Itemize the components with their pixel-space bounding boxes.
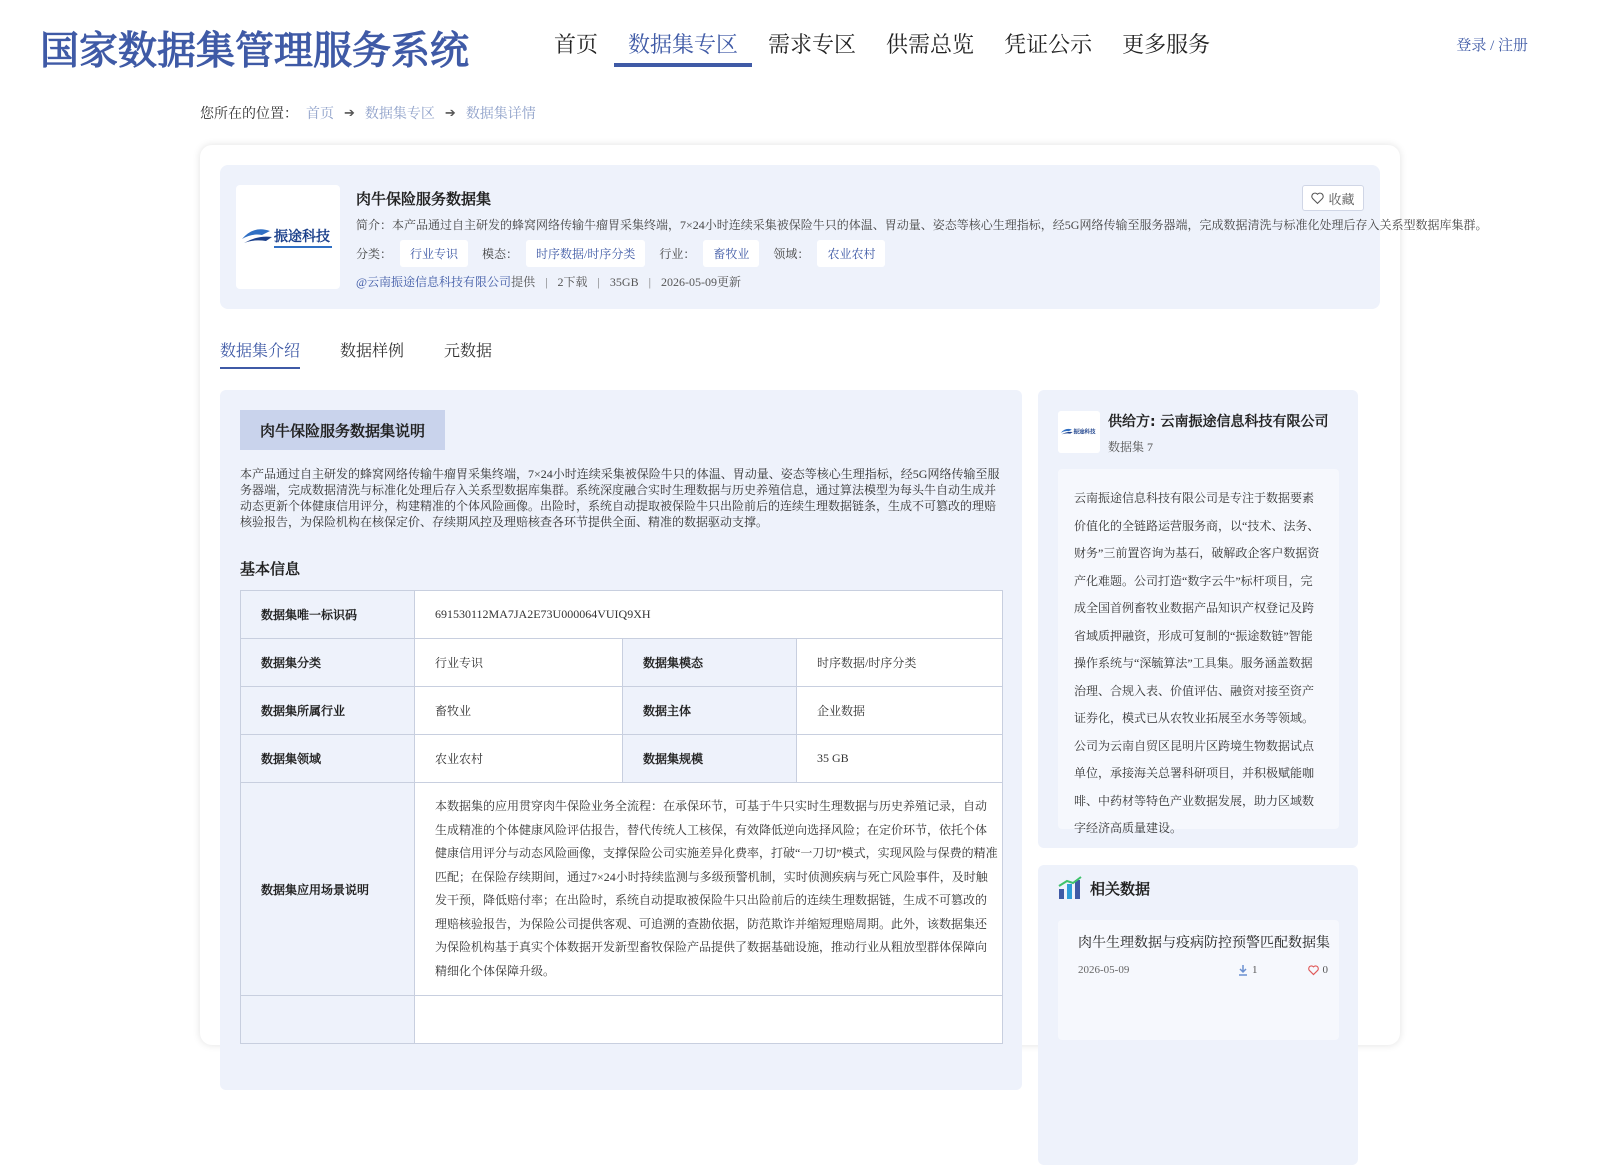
table-row [241,591,1003,639]
basic-info-table [240,590,1003,1044]
tab-data-sample[interactable]: 数据样例 [340,341,405,360]
tag-category[interactable]: 行业专识 [400,240,468,267]
tag-industry[interactable]: 畜牧业 [703,240,759,267]
tag-label-domain: 领域： [773,247,810,261]
tag-label-modality: 模态： [482,247,519,261]
list-item[interactable] [1058,920,1339,1040]
provider-logo [236,185,340,289]
nav-demand-zone[interactable]: 需求专区 [768,33,857,58]
svg-text:振途科技: 振途科技 [1073,429,1096,436]
heart-icon [1308,965,1319,975]
download-icon [1238,965,1248,976]
intro-text: 本产品通过自主研发的蜂窝网络传输牛瘤胃采集终端，7×24小时连续采集被保险牛只的体温、胃动量、姿态等核心生理指标，经5G网络传输至服务器端，完成数据清洗与标准化处理后存入关系型数据库集群。系统深度融合实时生理数据与历史养殖信息，通过算法模型为每头牛自动生成并动态更新个体健康信用评分，构建精准的个体风险画像。出险时，系统自动提取被保险牛只出险前后的连续生理数据链条，生成不可篡改的理赔核验报告，为保险机构在核保定价、存续期风控及理赔核查各环节提供全面、精准的数据驱动支撑。 [240,467,1000,529]
table-row [241,783,1003,996]
table-row [241,687,1003,735]
dataset-tags [356,240,899,267]
nav-certificate[interactable]: 凭证公示 [1004,33,1093,58]
nav-home[interactable]: 首页 [554,33,599,58]
supplier-dataset-count: 数据集 7 [1108,440,1154,454]
related-title: 相关数据 [1090,879,1151,898]
tag-domain[interactable]: 农业农村 [817,240,885,267]
breadcrumb-dataset-detail: 数据集详情 [465,107,536,122]
intro-section-title: 肉牛保险服务数据集说明 [240,410,445,450]
dataset-size: 35GB [609,275,639,289]
logo-icon [240,217,336,257]
related-item-downloads: 1 [1238,964,1258,976]
arrow-right-icon: ➔ [344,105,355,120]
favorite-button[interactable] [1302,185,1364,211]
nav-more-services[interactable]: 更多服务 [1122,33,1211,58]
uid-value: 691530112MA7JA2E73U000064VUIQ9XH [415,591,1003,639]
subject-key: 数据主体 [623,687,797,735]
heart-icon [1311,192,1324,204]
domain-value: 农业农村 [415,735,623,783]
intro-panel [220,390,1022,1090]
bar-chart-icon [1058,877,1082,899]
download-count: 2下载 [557,275,588,289]
dataset-summary-panel [220,165,1488,309]
detail-tabs [220,338,532,369]
site-title: 国家数据集管理服务系统 [40,29,470,74]
tag-modality[interactable]: 时序数据/时序分类 [526,240,645,267]
industry-key: 数据集所属行业 [241,687,415,735]
related-item-title[interactable]: 肉牛生理数据与疫病防控预警匹配数据集 [1078,935,1330,951]
domain-key: 数据集领域 [241,735,415,783]
related-header [1058,877,1150,899]
supplier-panel [1038,390,1358,848]
tag-label-category: 分类： [356,247,393,261]
supplier-logo[interactable] [1058,411,1100,453]
scale-value: 35 GB [797,735,1003,783]
related-item-date: 2026-05-09 [1078,964,1130,976]
table-row [241,996,1003,1044]
favorite-label: 收藏 [1328,191,1355,207]
nav-dataset-zone[interactable]: 数据集专区 [614,28,752,67]
provider-row: @云南振途信息科技有限公司提供 | 2下载 | 35GB | 2026-05-09更新 [356,275,741,289]
modality-key: 数据集模态 [623,639,797,687]
breadcrumb-prefix: 您所在的位置： [200,107,298,122]
arrow-right-icon: ➔ [444,105,456,120]
update-date: 2026-05-09更新 [660,275,741,289]
scale-key: 数据集规模 [623,735,797,783]
login-register-link[interactable]: 登录 / 注册 [1456,38,1528,54]
main-card [200,145,1488,1045]
breadcrumb-dataset-zone[interactable]: 数据集专区 [364,107,435,122]
industry-value: 畜牧业 [415,687,623,735]
category-key: 数据集分类 [241,639,415,687]
related-data-panel [1038,865,1358,1165]
main-nav [540,28,1226,67]
tag-label-industry: 行业： [659,247,696,261]
dataset-title: 肉牛保险服务数据集 [356,190,492,208]
uid-key: 数据集唯一标识码 [241,591,415,639]
svg-text:振途科技: 振途科技 [274,229,330,245]
subject-value: 企业数据 [797,687,1003,735]
provider-suffix: 提供 [511,275,536,289]
table-row [241,639,1003,687]
breadcrumb-home[interactable]: 首页 [306,107,334,122]
table-row [241,735,1003,783]
tab-metadata[interactable]: 元数据 [444,341,493,360]
related-item-meta [1078,964,1328,976]
nav-supply-overview[interactable]: 供需总览 [886,33,975,58]
dataset-brief: 简介：本产品通过自主研发的蜂窝网络传输牛瘤胃采集终端，7×24小时连续采集被保险牛只的体温、胃动量、姿态等核心生理指标，经5G网络传输至服务器端，完成数据清洗与标准化处理后存入关系型数据库集群。 [356,218,1488,232]
breadcrumb [200,103,536,123]
supplier-name[interactable]: 供给方: 云南振途信息科技有限公司 [1108,414,1329,430]
category-value: 行业专识 [415,639,623,687]
basic-info-title: 基本信息 [240,560,301,578]
logo-icon [1060,424,1098,440]
modality-value: 时序数据/时序分类 [797,639,1003,687]
supplier-description: 云南振途信息科技有限公司是专注于数据要素价值化的全链路运营服务商，以“技术、法务、财务”三前置咨询为基石，破解政企客户数据资产化难题。公司打造“数字云牛”标杆项目，完成全国首例畜牧业数据产品知识产权登记及跨省域质押融资，形成可复制的“振途数链”智能操作系统与“深毓算法”工具集。服务涵盖数据治理、合规入表、价值评估、融资对接至资产证券化，模式已从农牧业拓展至水务等领域。公司为云南自贸区昆明片区跨境生物数据试点单位，承接海关总署科研项目，并积极赋能咖啡、中药材等特色产业数据发展，助力区域数字经济高质量建设。 [1058,469,1339,829]
scene-key: 数据集应用场景说明 [241,783,415,996]
provider-link[interactable]: @云南振途信息科技有限公司 [356,275,512,289]
related-item-likes: 0 [1308,964,1329,976]
tab-dataset-intro[interactable]: 数据集介绍 [220,338,300,369]
scene-value: 本数据集的应用贯穿肉牛保险业务全流程：在承保环节，可基于牛只实时生理数据与历史养殖记录，自动生成精准的个体健康风险评估报告，替代传统人工核保，有效降低逆向选择风险；在定价环节，依托个体健康信用评分与动态风险画像，支撑保险公司实施差异化费率，打破“一刀切”模式，实现风险与保费的精准匹配；在保险存续期间，通过7×24小时持续监测与多级预警机制，实时侦测疾病与死亡风险事件，及时触发干预，降低赔付率；在出险时，系统自动提取被保险牛只出险前后的连续生理数据链，生成不可篡改的理赔核验报告，为保险公司提供客观、可追溯的查勘依据，防范欺诈并缩短理赔周期。此外，该数据集还为保险机构基于真实个体数据开发新型畜牧保险产品提供了数据基础设施，推动行业从粗放型群体保障向精细化个体保障升级。 [415,783,1003,996]
